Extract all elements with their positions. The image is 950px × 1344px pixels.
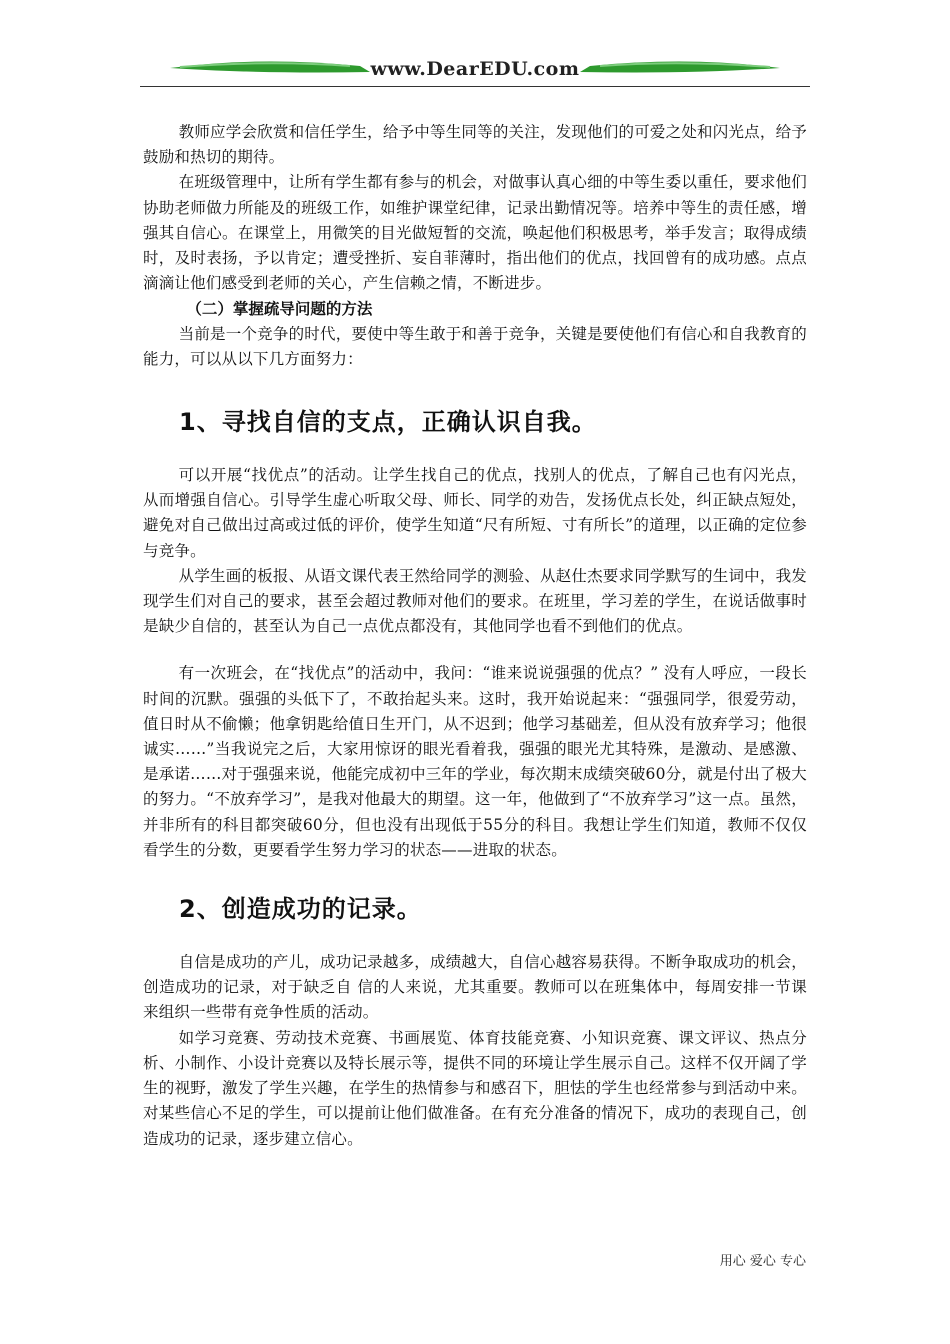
section-heading-1: 1、寻找自信的支点，正确认识自我。 [179,408,597,437]
paragraph-5: 从学生画的板报、从语文课代表王然给同学的测验、从赵仕杰要求同学默写的生词中，我发现学生们对自己的要求，甚至会超过教师对他们的要求。在班里，学习差的学生，在说话做事时是缺少自信的，甚至认为自己一点优点都没有，其他同学也看不到他们的优点。 [143,566,807,636]
page-footer: 用心 爱心 专心 [719,1254,806,1269]
paragraph-7: 自信是成功的产儿，成功记录越多，成绩越大，自信心越容易获得。不断争取成功的机会，创造成功的记录，对于缺乏自 信的人来说，尤其重要。教师可以在班集体中，每周安排一节课来组织一些带有竞争性质的活动。 [143,953,807,1022]
paragraph-2: 在班级管理中，让所有学生都有参与的机会，对做事认真心细的中等生委以重任，要求他们协助老师做力所能及的班级工作，如维护课堂纪律，记录出勤情况等。培养中等生的责任感，增强其自信心。在课堂上，用微笑的目光做短暂的交流，唤起他们积极思考，举手发言；取得成绩时，及时表扬，予以肯定；遭受挫折、妄自菲薄时，指出他们的优点，找回曾有的成功感。点点滴滴让他们感受到老师的关心，产生信赖之情，不断进步。 [143,173,807,293]
subheading: （二）掌握疏导问题的方法 [186,299,373,319]
header-rule [140,86,810,87]
page-header [140,52,810,92]
section-heading-2: 2、创造成功的记录。 [179,895,422,924]
paragraph-1: 教师应学会欣赏和信任学生，给予中等生同等的关注，发现他们的可爱之处和闪光点，给予鼓励和热切的期待。 [143,123,807,167]
site-url: www.DearEDU.com [370,58,580,80]
paragraph-8: 如学习竞赛、劳动技术竞赛、书画展览、体育技能竞赛、小知识竞赛、课文评议、热点分析、小制作、小设计竞赛以及特长展示等，提供不同的环境让学生展示自己。这样不仅开阔了学生的视野，激发了学生兴趣，在学生的热情参与和感召下，胆怯的学生也经常参与到活动中来。对某些信心不足的学生，可以提前让他们做准备。在有充分准备的情况下，成功的表现自己，创造成功的记录，逐步建立信心。 [143,1028,807,1148]
paragraph-6: 有一次班会，在“找优点”的活动中，我问：“谁来说说强强的优点？” 没有人呼应，一段长时间的沉默。强强的头低下了，不敢抬起头来。这时，我开始说起来：“强强同学，很爱劳动，值日时从不偷懒；他拿钥匙给值日生开门，从不迟到；他学习基础差，但从没有放弃学习；他很诚实……”当我说完之后，大家用惊讶的眼光看着我，强强的眼光尤其特殊，是激动、是感激、是承诺……对于强强来说，他能完成初中三年的学业，每次期末成绩突破60分，就是付出了极大的努力。“不放弃学习”，是我对他最大的期望。这一年，他做到了“不放弃学习”这一点。虽然，并非所有的科目都突破60分，但也没有出现低于55分的科目。我想让学生们知道，教师不仅仅看学生的分数，更要看学生努力学习的状态——进取的状态。 [143,664,807,859]
document-body [143,120,807,1152]
paragraph-4: 可以开展“找优点”的活动。让学生找自己的优点，找别人的优点，了解自己也有闪光点，从而增强自信心。引导学生虚心听取父母、师长、同学的劝告，发扬优点长处，纠正缺点短处，避免对自己做出过高或过低的评价，使学生知道“尺有所短、寸有所长”的道理，以正确的定位参与竞争。 [143,466,807,560]
paragraph-3: 当前是一个竞争的时代，要使中等生敢于和善于竞争，关键是要使他们有信心和自我教育的能力，可以从以下几方面努力： [143,324,807,368]
